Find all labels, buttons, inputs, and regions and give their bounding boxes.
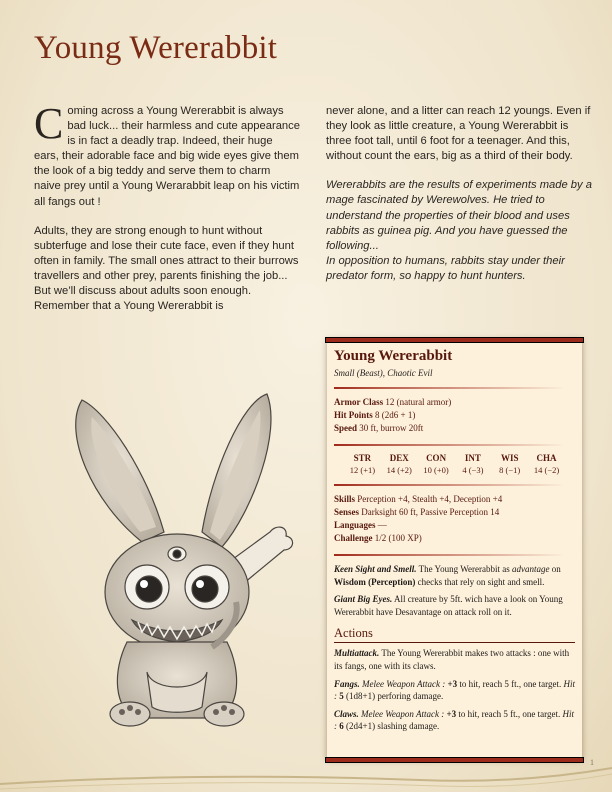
- lore-paragraph: [326, 178, 592, 284]
- drop-cap: C: [34, 99, 64, 148]
- action-fangs: Fangs. Melee Weapon Attack : +3 to hit, reach 5 ft., one target. Hit : 5 (1d8+1) perforing damage.: [334, 678, 575, 702]
- monster-type: Small (Beast), Chaotic Evil: [334, 368, 433, 378]
- ability-wis: WIS 8 (−1): [499, 453, 521, 475]
- trait-keen-sight: Keen Sight and Smell. The Young Wererabbit as advantage on Wisdom (Perception) checks that rely on sight and smell.: [334, 564, 561, 587]
- ability-cha: CHA 14 (−2): [533, 453, 560, 475]
- page-title: Young Wererabbit: [34, 30, 278, 66]
- lore-text-1: Wererabbits are the results of experiments made by a mage fascinated by Werewolves. He tried to understand the properties of their blood and uses rabbits as guinea pig. And you have guessed the following...: [326, 179, 592, 252]
- senses: Senses Darksight 60 ft, Passive Perception 14: [334, 507, 500, 517]
- stat-block-top-bar: [325, 337, 584, 343]
- action-multiattack: Multiattack. The Young Wererabbit makes two attacks : one with its fangs, one with its claws.: [334, 648, 570, 671]
- ability-dex: DEX 14 (+2): [386, 453, 412, 475]
- intro-paragraph-1-text: oming across a Young Wererabbit is always bad luck... their harmless and cute appearance is in fact a deadly trap. Indeed, their huge ears, their adorable face and big wide eyes give them the look of a big teddy and serve them to charm naive prey until a Young Werarabbit leap on his victim all fangs out !: [34, 105, 300, 208]
- left-column: [34, 99, 300, 328]
- divider: [334, 444, 565, 446]
- action-claws: Claws. Melee Weapon Attack : +3 to hit, reach 5 ft., one target. Hit : 6 (2d4+1) slashing damage.: [334, 708, 574, 732]
- intro-paragraph-1: [34, 99, 300, 210]
- stat-block: [327, 340, 582, 760]
- languages: Languages —: [334, 520, 387, 530]
- divider: [334, 484, 565, 486]
- wererabbit-illustration-icon: [52, 392, 314, 728]
- right-column: [326, 104, 592, 284]
- lore-text-2: In opposition to humans, rabbits stay under their predator form, so happy to hunt hunters.: [326, 254, 565, 282]
- ability-scores: [344, 453, 565, 475]
- divider: [334, 387, 565, 389]
- monster-name: Young Wererabbit: [334, 348, 453, 364]
- challenge: Challenge 1/2 (100 XP): [334, 533, 422, 543]
- ability-int: INT 4 (−3): [462, 453, 484, 475]
- page-number: 1: [590, 758, 594, 767]
- armor-class: Armor Class 12 (natural armor): [334, 397, 452, 407]
- intro-paragraph-2: Adults, they are strong enough to hunt without subterfuge and lose their cute face, even if they hunt often in family. The small ones attract to their burrows travellers and other prey, parents finishing the job... But we’ll discuss about adults soon enough. Remember that a Young Wererabbit is: [34, 224, 299, 313]
- footer-ornament: [0, 762, 612, 792]
- speed: Speed 30 ft, burrow 20ft: [334, 423, 424, 433]
- skills: Skills Perception +4, Stealth +4, Deception +4: [334, 494, 503, 504]
- hit-points: Hit Points 8 (2d6 + 1): [334, 410, 416, 420]
- intro-paragraph-3: never alone, and a litter can reach 12 youngs. Even if they look as little creature, a Young Wererabbit is three foot tall, until 6 foot for a teenager. And this, without count the ears, big as a third of their body.: [326, 105, 591, 163]
- trait-giant-big-eyes: Giant Big Eyes. All creature by 5ft. wich have a look on Young Wererabbit have Desavantage on attack roll on it.: [334, 594, 563, 617]
- actions-heading: Actions: [334, 626, 575, 643]
- divider: [334, 554, 565, 556]
- ability-str: STR 12 (+1): [349, 453, 376, 475]
- ability-con: CON 10 (+0): [423, 453, 449, 475]
